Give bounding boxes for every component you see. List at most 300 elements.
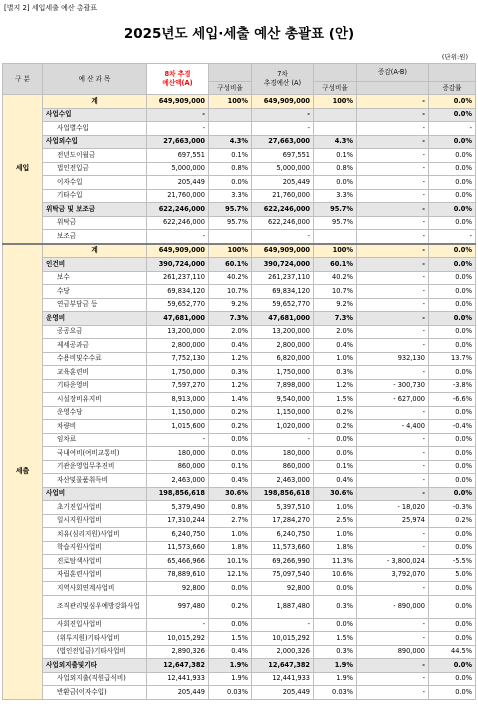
ratio-7th-cell: 1.9% (314, 672, 357, 686)
rate-cell: 44.5% (429, 645, 476, 659)
budget-8th-cell: 390,724,000 (147, 258, 209, 272)
budget-8th-cell: 198,856,618 (147, 487, 209, 501)
diff-cell: - (357, 686, 429, 700)
table-row (3, 582, 476, 596)
budget-7th-cell: - (252, 122, 314, 136)
diff-cell: - (357, 189, 429, 203)
ratio-8th-cell: 0.1% (209, 149, 252, 163)
header-spacer-1 (209, 64, 252, 82)
ratio-7th-cell: 0.0% (314, 582, 357, 596)
table-row (3, 352, 476, 366)
ratio-7th-cell (314, 122, 357, 136)
ratio-7th-cell: 0.1% (314, 460, 357, 474)
ratio-8th-cell: 3.3% (209, 189, 252, 203)
rate-cell: 13.7% (429, 352, 476, 366)
rate-cell: 0.0% (429, 433, 476, 447)
budget-8th-cell: - (147, 433, 209, 447)
rate-cell: 0.0% (429, 460, 476, 474)
diff-cell: - (357, 216, 429, 230)
diff-cell: - (357, 135, 429, 149)
diff-cell: - 627,000 (357, 393, 429, 407)
ratio-8th-cell (209, 108, 252, 122)
ratio-7th-cell: 0.4% (314, 474, 357, 488)
ratio-7th-cell (314, 230, 357, 244)
diff-cell: - (357, 487, 429, 501)
diff-cell: - (357, 366, 429, 380)
ratio-7th-cell: 10.6% (314, 568, 357, 582)
ratio-8th-cell: 1.4% (209, 393, 252, 407)
ratio-8th-cell: 0.0% (209, 176, 252, 190)
table-row (3, 568, 476, 582)
budget-8th-cell: 6,240,750 (147, 528, 209, 542)
ratio-7th-cell: 0.0% (314, 618, 357, 632)
budget-8th-cell: - (147, 122, 209, 136)
item-label-cell: (위투지원)기타사업비 (43, 632, 147, 646)
ratio-8th-cell: 0.4% (209, 339, 252, 353)
ratio-8th-cell: 1.8% (209, 541, 252, 555)
diff-cell: - (357, 339, 429, 353)
ratio-8th-cell: 0.2% (209, 420, 252, 434)
table-row (3, 433, 476, 447)
diff-cell: - (357, 312, 429, 326)
table-row (3, 285, 476, 299)
rate-cell: 0.0% (429, 271, 476, 285)
revenue-section (3, 95, 476, 244)
budget-7th-cell: 6,820,000 (252, 352, 314, 366)
budget-8th-cell: 92,800 (147, 582, 209, 596)
item-label-cell: 계 (43, 244, 147, 258)
table-row (3, 686, 476, 700)
budget-8th-cell: 17,310,244 (147, 514, 209, 528)
budget-8th-cell: - (147, 230, 209, 244)
budget-7th-cell: 10,015,292 (252, 632, 314, 646)
diff-cell: - 18,020 (357, 501, 429, 515)
unit-label: (단위:원) (441, 53, 468, 61)
table-row (3, 541, 476, 555)
ratio-8th-cell: 0.2% (209, 406, 252, 420)
budget-7th-cell: 1,750,000 (252, 366, 314, 380)
rate-cell: 0.0% (429, 618, 476, 632)
budget-8th-cell: 649,909,000 (147, 95, 209, 109)
rate-cell: - (429, 122, 476, 136)
rate-cell: -3.8% (429, 379, 476, 393)
budget-7th-cell: 622,246,000 (252, 216, 314, 230)
ratio-7th-cell: 40.2% (314, 271, 357, 285)
rate-cell: 0.0% (429, 325, 476, 339)
diff-cell: - (357, 460, 429, 474)
rate-cell: 0.0% (429, 298, 476, 312)
budget-8th-cell: 2,800,000 (147, 339, 209, 353)
rate-cell: 0.0% (429, 582, 476, 596)
table-row (3, 122, 476, 136)
ratio-8th-cell: 10.7% (209, 285, 252, 299)
budget-7th-cell: 860,000 (252, 460, 314, 474)
table-row (3, 339, 476, 353)
budget-7th-cell: 198,856,618 (252, 487, 314, 501)
rate-cell: 0.0% (429, 162, 476, 176)
ratio-7th-cell: 2.5% (314, 514, 357, 528)
ratio-8th-cell: 0.0% (209, 447, 252, 461)
budget-8th-cell: 11,573,660 (147, 541, 209, 555)
diff-cell: - (357, 230, 429, 244)
item-label-cell: 조직관리및심우예방강화사업 (43, 595, 147, 618)
ratio-7th-cell: 1.0% (314, 501, 357, 515)
diff-cell: - (357, 122, 429, 136)
diff-cell: - (357, 433, 429, 447)
ratio-7th-cell: 100% (314, 95, 357, 109)
budget-8th-cell: 47,681,000 (147, 312, 209, 326)
budget-8th-cell: 7,597,270 (147, 379, 209, 393)
ratio-8th-cell: 1.5% (209, 632, 252, 646)
budget-8th-cell: 997,480 (147, 595, 209, 618)
item-label-cell: 치유(심리지원)사업비 (43, 528, 147, 542)
diff-cell: - (357, 162, 429, 176)
rate-cell: 0.0% (429, 216, 476, 230)
ratio-7th-cell: 0.4% (314, 339, 357, 353)
budget-7th-cell: 59,652,770 (252, 298, 314, 312)
rate-cell: 0.0% (429, 686, 476, 700)
rate-cell: 0.0% (429, 203, 476, 217)
item-label-cell: 위탁금 (43, 216, 147, 230)
diff-cell: - (357, 176, 429, 190)
rate-cell: -0.3% (429, 501, 476, 515)
budget-7th-cell: - (252, 433, 314, 447)
ratio-8th-cell: 1.2% (209, 352, 252, 366)
diff-cell: - (357, 258, 429, 272)
item-label-cell: 사업비 (43, 487, 147, 501)
diff-cell: - (357, 108, 429, 122)
table-row (3, 632, 476, 646)
budget-7th-cell: 649,909,000 (252, 95, 314, 109)
diff-cell: - (357, 149, 429, 163)
rate-cell: -0.4% (429, 420, 476, 434)
item-label-cell: 일시지원사업비 (43, 514, 147, 528)
rate-cell: 0.0% (429, 339, 476, 353)
diff-cell: - (357, 582, 429, 596)
ratio-7th-cell: 0.03% (314, 686, 357, 700)
rate-cell: 0.0% (429, 312, 476, 326)
ratio-7th-cell: 30.6% (314, 487, 357, 501)
table-row (3, 420, 476, 434)
table-row (3, 95, 476, 109)
ratio-7th-cell: 1.2% (314, 379, 357, 393)
diff-cell: - (357, 474, 429, 488)
budget-7th-cell: - (252, 618, 314, 632)
diff-cell: - 3,800,024 (357, 555, 429, 569)
diff-cell: - (357, 298, 429, 312)
ratio-7th-cell: 0.3% (314, 645, 357, 659)
item-label-cell: 이자수입 (43, 176, 147, 190)
table-row (3, 135, 476, 149)
item-label-cell: 사업수입 (43, 108, 147, 122)
ratio-8th-cell: 95.7% (209, 216, 252, 230)
ratio-8th-cell: 0.2% (209, 595, 252, 618)
ratio-7th-cell: 1.5% (314, 632, 357, 646)
item-label-cell: 사회진입사업비 (43, 618, 147, 632)
ratio-8th-cell: 0.8% (209, 501, 252, 515)
header-rate: 증감률 (429, 82, 476, 95)
table-row (3, 447, 476, 461)
ratio-8th-cell: 12.1% (209, 568, 252, 582)
ratio-7th-cell: 95.7% (314, 216, 357, 230)
ratio-7th-cell: 1.0% (314, 528, 357, 542)
item-label-cell: 위탁금 및 보조금 (43, 203, 147, 217)
rate-cell: 0.0% (429, 149, 476, 163)
ratio-8th-cell: 7.3% (209, 312, 252, 326)
ratio-7th-cell: 0.2% (314, 406, 357, 420)
budget-8th-cell: 2,890,326 (147, 645, 209, 659)
item-label-cell: 국내여비(여비교통비) (43, 447, 147, 461)
rate-cell: 0.0% (429, 595, 476, 618)
item-label-cell: 자산및물품취득비 (43, 474, 147, 488)
diff-cell: 932,130 (357, 352, 429, 366)
ratio-7th-cell: 1.8% (314, 541, 357, 555)
budget-8th-cell: 59,652,770 (147, 298, 209, 312)
diff-cell: - (357, 244, 429, 258)
budget-7th-cell: 261,237,110 (252, 271, 314, 285)
item-label-cell: (법인전입금)기타사업비 (43, 645, 147, 659)
item-label-cell: 사업외지출(직원급식비) (43, 672, 147, 686)
item-label-cell: 학습지원사업비 (43, 541, 147, 555)
ratio-8th-cell: 2.0% (209, 325, 252, 339)
ratio-8th-cell: 40.2% (209, 271, 252, 285)
rate-cell: 0.0% (429, 406, 476, 420)
ratio-7th-cell: 1.0% (314, 352, 357, 366)
rate-cell: 0.0% (429, 135, 476, 149)
budget-7th-cell: 205,449 (252, 686, 314, 700)
budget-7th-cell: 649,909,000 (252, 244, 314, 258)
table-row (3, 162, 476, 176)
item-label-cell: 제세공과금 (43, 339, 147, 353)
budget-8th-cell: 8,913,000 (147, 393, 209, 407)
budget-8th-cell: 180,000 (147, 447, 209, 461)
rate-cell: 0.0% (429, 189, 476, 203)
table-row (3, 325, 476, 339)
budget-8th-cell: 69,834,120 (147, 285, 209, 299)
item-label-cell: 연금부담금 등 (43, 298, 147, 312)
ratio-7th-cell: 0.2% (314, 420, 357, 434)
rate-cell: 0.2% (429, 514, 476, 528)
budget-7th-cell: 180,000 (252, 447, 314, 461)
header-8th-budget: 8차 추경 예산액(A) (147, 64, 209, 95)
ratio-7th-cell: 0.8% (314, 162, 357, 176)
rate-cell: 0.0% (429, 672, 476, 686)
budget-7th-cell: 21,760,000 (252, 189, 314, 203)
table-row (3, 298, 476, 312)
rate-cell: -6.6% (429, 393, 476, 407)
budget-8th-cell: 2,463,000 (147, 474, 209, 488)
item-label-cell: 초기진입사업비 (43, 501, 147, 515)
ratio-7th-cell: 7.3% (314, 312, 357, 326)
ratio-8th-cell (209, 122, 252, 136)
table-row (3, 379, 476, 393)
ratio-8th-cell: 0.8% (209, 162, 252, 176)
category-cell: 세출 (3, 244, 43, 700)
ratio-7th-cell: 9.2% (314, 298, 357, 312)
ratio-8th-cell: 2.7% (209, 514, 252, 528)
rate-cell: -5.5% (429, 555, 476, 569)
ratio-8th-cell: 1.9% (209, 672, 252, 686)
item-label-cell: 자립훈련사업비 (43, 568, 147, 582)
budget-8th-cell: 12,647,382 (147, 659, 209, 673)
ratio-8th-cell: 0.1% (209, 460, 252, 474)
rate-cell: 0.0% (429, 95, 476, 109)
budget-7th-cell: 47,681,000 (252, 312, 314, 326)
budget-7th-cell: 697,551 (252, 149, 314, 163)
budget-7th-cell: 27,663,000 (252, 135, 314, 149)
table-row (3, 645, 476, 659)
attachment-caption: [별지 2] 세입세출 예산 총괄표 (4, 4, 98, 12)
budget-8th-cell: 697,551 (147, 149, 209, 163)
ratio-7th-cell: 60.1% (314, 258, 357, 272)
rate-cell: 0.0% (429, 244, 476, 258)
item-label-cell: 임차료 (43, 433, 147, 447)
table-row (3, 595, 476, 618)
budget-7th-cell: 12,441,933 (252, 672, 314, 686)
diff-cell: - 890,000 (357, 595, 429, 618)
item-label-cell: 수당 (43, 285, 147, 299)
item-label-cell: 운영비 (43, 312, 147, 326)
budget-7th-cell: - (252, 230, 314, 244)
ratio-7th-cell: 0.0% (314, 176, 357, 190)
ratio-7th-cell: 0.3% (314, 366, 357, 380)
budget-7th-cell: 5,000,000 (252, 162, 314, 176)
budget-8th-cell: 27,663,000 (147, 135, 209, 149)
expense-section (3, 244, 476, 700)
item-label-cell: 기관운영업무추진비 (43, 460, 147, 474)
item-label-cell: 계 (43, 95, 147, 109)
item-label-cell: 보수 (43, 271, 147, 285)
budget-8th-cell: 1,150,000 (147, 406, 209, 420)
item-label-cell: 사업별수입 (43, 122, 147, 136)
budget-8th-cell: 622,246,000 (147, 203, 209, 217)
ratio-8th-cell: 100% (209, 244, 252, 258)
budget-8th-cell: 65,466,966 (147, 555, 209, 569)
diff-cell: - (357, 541, 429, 555)
item-label-cell: 수용비및수수료 (43, 352, 147, 366)
table-row (3, 176, 476, 190)
table-row (3, 406, 476, 420)
budget-8th-cell: 860,000 (147, 460, 209, 474)
rate-cell: 0.0% (429, 528, 476, 542)
budget-8th-cell: 5,000,000 (147, 162, 209, 176)
table-row (3, 258, 476, 272)
diff-cell: - 4,400 (357, 420, 429, 434)
ratio-7th-cell (314, 108, 357, 122)
rate-cell: 0.0% (429, 285, 476, 299)
budget-7th-cell: 7,898,000 (252, 379, 314, 393)
item-label-cell: 반환금(이자수입) (43, 686, 147, 700)
rate-cell: 0.0% (429, 366, 476, 380)
header-ratio-b: 구성비율 (314, 82, 357, 95)
rate-cell: 0.0% (429, 487, 476, 501)
budget-8th-cell: - (147, 108, 209, 122)
ratio-7th-cell: 1.9% (314, 659, 357, 673)
table-row (3, 618, 476, 632)
table-row (3, 555, 476, 569)
ratio-8th-cell: 0.3% (209, 366, 252, 380)
diff-cell: - (357, 447, 429, 461)
budget-8th-cell: 7,752,130 (147, 352, 209, 366)
diff-cell: 3,792,070 (357, 568, 429, 582)
diff-cell: - (357, 271, 429, 285)
item-label-cell: 교육훈련비 (43, 366, 147, 380)
budget-8th-cell: 5,379,490 (147, 501, 209, 515)
budget-7th-cell: 1,150,000 (252, 406, 314, 420)
budget-7th-cell: 390,724,000 (252, 258, 314, 272)
item-label-cell: 전년도이월금 (43, 149, 147, 163)
item-label-cell: 보조금 (43, 230, 147, 244)
ratio-8th-cell: 10.1% (209, 555, 252, 569)
category-cell: 세입 (3, 95, 43, 244)
item-label-cell: 기타수입 (43, 189, 147, 203)
budget-7th-cell: 1,887,480 (252, 595, 314, 618)
table-row (3, 528, 476, 542)
budget-7th-cell: - (252, 108, 314, 122)
ratio-8th-cell: 100% (209, 95, 252, 109)
table-row (3, 216, 476, 230)
budget-7th-cell: 12,647,382 (252, 659, 314, 673)
budget-7th-cell: 2,000,326 (252, 645, 314, 659)
table-row (3, 230, 476, 244)
rate-cell: 0.0% (429, 447, 476, 461)
ratio-7th-cell: 10.7% (314, 285, 357, 299)
table-row (3, 659, 476, 673)
item-label-cell: 차량비 (43, 420, 147, 434)
budget-7th-cell: 2,463,000 (252, 474, 314, 488)
ratio-7th-cell: 0.0% (314, 447, 357, 461)
budget-8th-cell: 10,015,292 (147, 632, 209, 646)
table-row (3, 487, 476, 501)
ratio-8th-cell: 0.0% (209, 618, 252, 632)
budget-7th-cell: 205,449 (252, 176, 314, 190)
item-label-cell: 진로탐색사업비 (43, 555, 147, 569)
ratio-7th-cell: 95.7% (314, 203, 357, 217)
diff-cell: - (357, 406, 429, 420)
ratio-7th-cell: 1.5% (314, 393, 357, 407)
budget-8th-cell: - (147, 618, 209, 632)
ratio-7th-cell: 0.1% (314, 149, 357, 163)
ratio-8th-cell (209, 230, 252, 244)
item-label-cell: 지역사회연계사업비 (43, 582, 147, 596)
budget-8th-cell: 261,237,110 (147, 271, 209, 285)
item-label-cell: 사업외수입 (43, 135, 147, 149)
budget-7th-cell: 92,800 (252, 582, 314, 596)
header-7th-budget: 7차 추경예산 (A) (252, 64, 314, 95)
item-label-cell: 시설장비유지비 (43, 393, 147, 407)
ratio-7th-cell: 4.3% (314, 135, 357, 149)
diff-cell: - (357, 672, 429, 686)
budget-7th-cell: 2,800,000 (252, 339, 314, 353)
diff-cell: - (357, 285, 429, 299)
rate-cell: 0.0% (429, 108, 476, 122)
rate-cell: 0.0% (429, 176, 476, 190)
ratio-8th-cell: 0.4% (209, 474, 252, 488)
ratio-7th-cell: 3.3% (314, 189, 357, 203)
table-row (3, 514, 476, 528)
budget-table (2, 63, 476, 700)
ratio-8th-cell: 1.0% (209, 528, 252, 542)
header-diff-sub (357, 82, 429, 95)
diff-cell: - (357, 659, 429, 673)
header-spacer-3 (429, 64, 476, 82)
rate-cell: 0.0% (429, 474, 476, 488)
ratio-7th-cell: 0.3% (314, 595, 357, 618)
budget-8th-cell: 21,760,000 (147, 189, 209, 203)
table-row (3, 244, 476, 258)
header-category: 구 분 (3, 64, 43, 95)
table-row (3, 366, 476, 380)
